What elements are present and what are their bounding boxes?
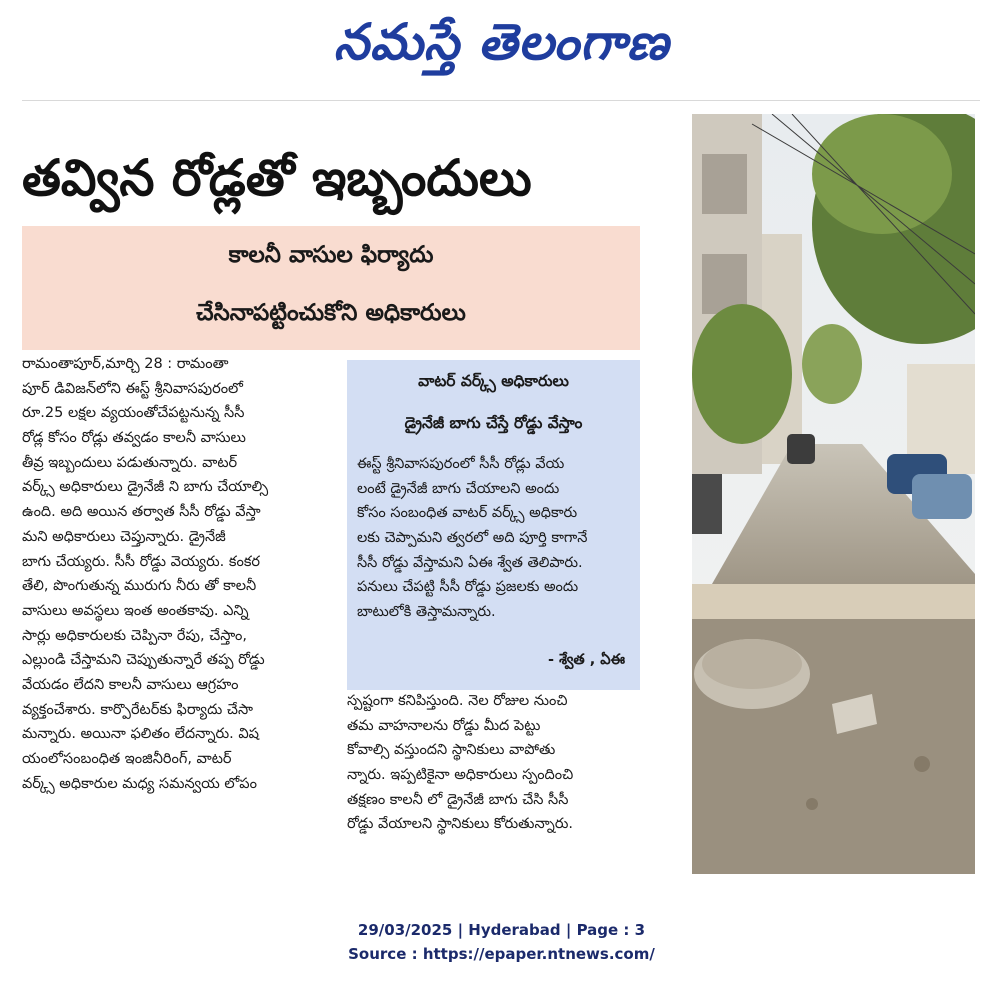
body-line: తేలి, పొంగుతున్న మురుగు నీరు తో కాలనీ bbox=[22, 578, 257, 595]
body-line: తమ వాహనాలను రోడ్డు మీద పెట్టు bbox=[347, 717, 541, 734]
subheadline-line-1: కాలనీ వాసుల ఫిర్యాదు bbox=[228, 242, 434, 268]
article-headline: తవ్విన రోడ్లతో ఇబ్బందులు bbox=[22, 149, 532, 207]
body-line: వేయడం లేదని కాలనీ వాసులు ఆగ్రహం bbox=[22, 676, 239, 693]
box-line: సీసీ రోడ్డు వేస్తామని ఏఈ శ్వేత తెలిపారు. bbox=[357, 554, 583, 571]
street-photo-illustration bbox=[692, 114, 975, 874]
body-line: రోడ్ల కోసం రోడ్లు తవ్వడం కాలనీ వాసులు bbox=[22, 430, 246, 447]
body-line: యంలోసంబంధిత ఇంజినీరింగ్, వాటర్ bbox=[22, 751, 232, 767]
body-line: రోడ్డు వేయాలని స్థానికులు కోరుతున్నారు. bbox=[347, 816, 574, 833]
box-line: ఈస్ట్ శ్రీనివాసపురంలో సీసీ రోడ్లు వేయ bbox=[357, 456, 565, 472]
footer-date-edition: 29/03/2025 | Hyderabad | Page : 3 bbox=[357, 921, 646, 939]
sidebar-box-byline: - శ్వేత , ఏఈ bbox=[548, 652, 625, 668]
body-line: పూర్ డివిజన్‌లోని ఈస్ట్ శ్రీనివాసపురంలో bbox=[22, 380, 243, 397]
body-line: బాగు చేయ్యరు. సీసీ రోడ్డు వెయ్యరు. కంకర bbox=[22, 553, 260, 570]
body-line: రూ.25 లక్షల వ్యయంతోచేపట్టనున్న సీసీ bbox=[22, 405, 245, 422]
footer-source: Source : https://epaper.ntnews.com/ bbox=[348, 945, 655, 963]
article-column-2 bbox=[347, 689, 640, 859]
body-line: వర్క్స్ అధికారులు డ్రైనేజీ ని బాగు చేయాల్సి bbox=[22, 479, 269, 496]
body-line: మని అధికారులు చెప్తున్నారు. డ్రైనేజీ bbox=[22, 528, 226, 545]
body-line: స్పష్టంగా కనిపిస్తుంది. నెల రోజుల నుంచి bbox=[347, 693, 568, 709]
box-line: బాటులోకి తెస్తామన్నారు. bbox=[357, 604, 496, 621]
body-line: వ్యక్తంచేశారు. కార్పొరేటర్‌కు ఫిర్యాదు చేసా bbox=[22, 701, 253, 718]
body-line: రామంతాపూర్,మార్చి 28 : రామంతా bbox=[22, 356, 229, 372]
body-line: ఉంది. అది అయిన తర్వాత సీసీ రోడ్డు వేస్తా bbox=[22, 504, 261, 521]
box-line: లంటే డ్రైనేజీ బాగు చేయాలని అందు bbox=[357, 480, 560, 497]
body-line: న్నారు. ఇప్పటికైనా అధికారులు స్పందించి bbox=[347, 767, 574, 784]
box-line: లకు చెప్పామని త్వరలో అది పూర్తి కాగానే bbox=[357, 530, 588, 547]
masthead-logo: నమస్తే తెలంగాణ bbox=[333, 12, 670, 71]
article-subheadline-box bbox=[22, 226, 640, 350]
sidebar-box-body bbox=[357, 452, 635, 625]
body-line: కోవాల్సి వస్తుందని స్థానికులు వాపోతు bbox=[347, 742, 556, 759]
subheadline-line-2: చేసినాపట్టించుకోని అధికారులు bbox=[196, 300, 466, 326]
body-line: సార్లు అధికారులకు చెప్పినా రేపు, చేస్తాం, bbox=[22, 627, 247, 644]
body-line: తక్షణం కాలనీ లో డ్రైనేజీ బాగు చేసి సీసీ bbox=[347, 791, 569, 808]
sidebar-box-title-2: డ్రైనేజీ బాగు చేస్తే రోడ్డు వేస్తాం bbox=[404, 414, 583, 432]
box-line: కోసం సంబంధిత వాటర్ వర్క్స్ అధికారు bbox=[357, 505, 578, 522]
box-line: పనులు చేపట్టి సీసీ రోడ్డు ప్రజలకు అందు bbox=[357, 579, 579, 596]
body-line: ఎల్లుండి చేస్తామని చెప్పుతున్నారే తప్ప రోడ్డు bbox=[22, 652, 265, 669]
body-line: తీవ్ర ఇబ్బందులు పడుతున్నారు. వాటర్ bbox=[22, 454, 238, 471]
page-footer bbox=[0, 918, 1003, 966]
sidebar-box-title-1: వాటర్ వర్క్స్ అధికారులు bbox=[418, 372, 569, 390]
body-line: వాసులు అవస్థలు ఇంత అంతకావు. ఎన్ని bbox=[22, 602, 249, 619]
street-photo bbox=[692, 114, 975, 874]
body-line: మన్నారు. అయినా ఫలితం లేదన్నారు. విష bbox=[22, 726, 260, 743]
sidebar-box bbox=[347, 360, 640, 690]
article-column-1 bbox=[22, 352, 342, 860]
header-divider bbox=[22, 100, 980, 101]
body-line: వర్క్స్ అధికారుల మధ్య సమన్వయ లోపం bbox=[22, 775, 257, 792]
